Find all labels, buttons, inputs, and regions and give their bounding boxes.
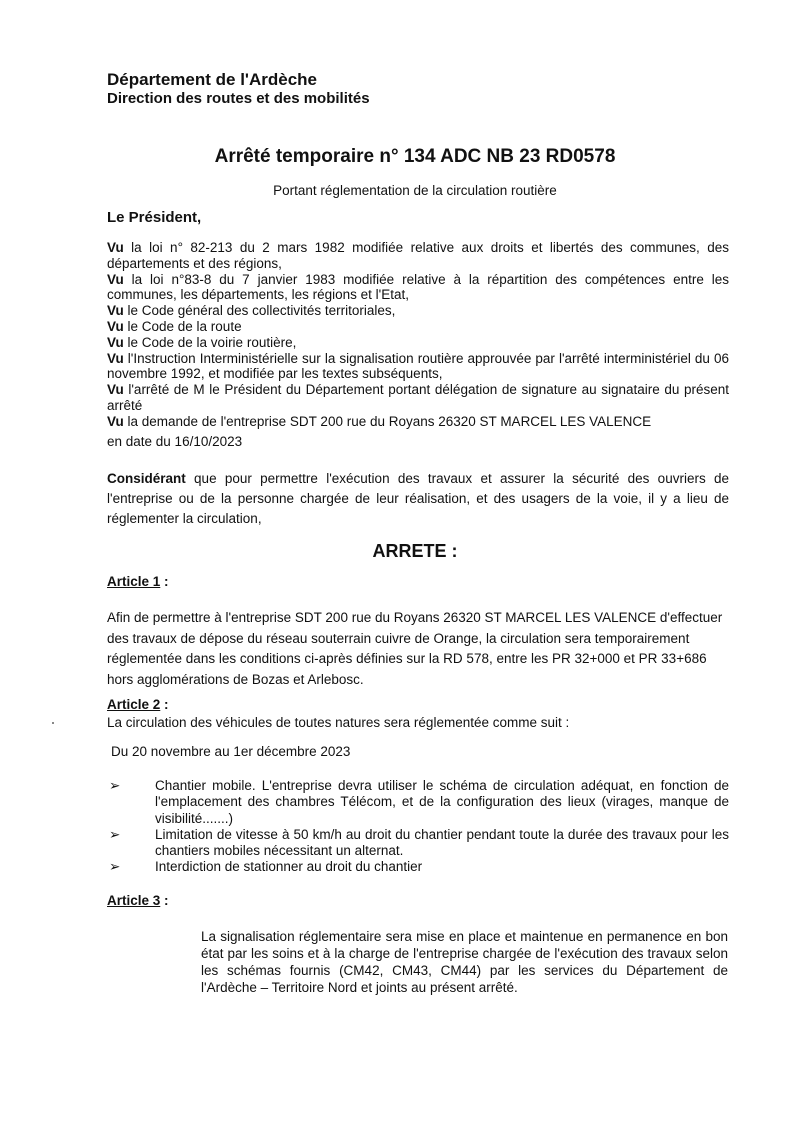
vu-lead: Vu (107, 303, 124, 319)
document-subtitle: Portant réglementation de la circulation routière (273, 183, 557, 198)
arrow-bullet-icon: ➢ (109, 826, 121, 842)
vu-item (107, 382, 729, 414)
vu-lead: Vu (107, 334, 124, 350)
vu-text: l'arrêté de M le Président du Département portant délégation de signature au signataire du présent arrêté (107, 382, 729, 413)
vu-lead: Vu (107, 350, 124, 366)
measures-list (107, 778, 729, 876)
department-name: Département de l'Ardèche (107, 70, 317, 89)
vu-item (107, 319, 729, 335)
vu-text: l'Instruction Interministérielle sur la signalisation routière approuvée par l'arrêté interministériel du 06 novembre 1992, et modifiée par les textes subséquents, (107, 350, 729, 382)
vu-item (107, 303, 729, 319)
vu-lead: Vu (107, 271, 124, 287)
article-1-body: Afin de permettre à l'entreprise SDT 200 rue du Royans 26320 ST MARCEL LES VALENCE d'effectuer des travaux de dépose du réseau souterrain cuivre de Orange, la circulation sera temporairement réglementée dans les conditions ci-après définies sur la RD 578, entre les PR 32+000 et PR 33+686 hors agglomérations de Bozas et Arlebosc. (107, 610, 723, 687)
issuing-organization (107, 70, 370, 108)
vu-lead: Vu (107, 413, 124, 429)
vu-text: la loi n°83-8 du 7 janvier 1983 modifiée relative à la répartition des compétences entre les communes, les départements, les régions et l'Etat, (107, 271, 729, 303)
vu-text: le Code de la voirie routière, (123, 334, 297, 350)
considerant-text: que pour permettre l'exécution des travaux et assurer la sécurité des ouvriers de l'entreprise ou de la personne chargée de leur réalisation, et des usagers de la voie, il y a lieu de réglementer la circulation, (107, 471, 729, 526)
article-1-label: Article 1 (107, 574, 161, 589)
vu-text: la loi n° 82-213 du 2 mars 1982 modifiée relative aux droits et libertés des communes, des départements et des régions, (107, 240, 729, 271)
considerant-paragraph (107, 469, 729, 529)
arrow-bullet-icon: ➢ (109, 859, 121, 875)
request-date: en date du 16/10/2023 (107, 433, 243, 449)
vu-item (107, 272, 729, 304)
president-heading: Le Président, (107, 209, 202, 226)
vu-text: le Code de la route (123, 318, 242, 334)
list-item-text: Interdiction de stationner au droit du chantier (155, 859, 423, 875)
list-item-text: Limitation de vitesse à 50 km/h au droit du chantier pendant toute la durée des travaux pour les chantiers mobiles nécessitant un alternat. (155, 826, 729, 859)
vu-item (107, 240, 729, 272)
list-item-text: Chantier mobile. L'entreprise devra utiliser le schéma de circulation adéquat, en fonction de l'emplacement des chambres Télécom, et de la configuration des lieux (virages, manque de visibilité.......) (155, 778, 729, 826)
article-1-heading: Article 1 : (107, 574, 169, 589)
list-item (107, 859, 729, 875)
period-line: Du 20 novembre au 1er décembre 2023 (111, 744, 351, 759)
article-3-body: La signalisation réglementaire sera mise en place et maintenue en permanence en bon état par les soins et à la charge de l'entreprise chargée de l'exécution des travaux selon les schémas fournis (CM42, CM43, CM44) par les services du Département de l'Ardèche – Territoire Nord et joints au présent arrêté. (201, 929, 728, 995)
arrete-heading: ARRETE : (372, 541, 458, 561)
scan-speck (52, 722, 54, 724)
vu-list (107, 240, 729, 449)
article-2-heading: Article 2 : (107, 697, 169, 712)
vu-lead: Vu (107, 240, 124, 255)
article-2-body: La circulation des véhicules de toutes natures sera réglementée comme suit : (107, 715, 570, 730)
direction-name: Direction des routes et des mobilités (107, 90, 370, 107)
vu-item (107, 414, 729, 430)
list-item (107, 827, 729, 860)
vu-item (107, 335, 729, 351)
document-title: Arrêté temporaire n° 134 ADC NB 23 RD0578 (214, 146, 616, 167)
vu-lead: Vu (107, 382, 124, 398)
article-3-label: Article 3 (107, 893, 161, 908)
article-2-label: Article 2 (107, 697, 161, 712)
vu-lead: Vu (107, 318, 124, 334)
article-3-heading: Article 3 : (107, 893, 169, 908)
vu-text: le Code général des collectivités territoriales, (123, 303, 396, 319)
vu-item (107, 351, 729, 383)
vu-text: la demande de l'entreprise SDT 200 rue du Royans 26320 ST MARCEL LES VALENCE (123, 413, 652, 429)
arrow-bullet-icon: ➢ (109, 778, 121, 793)
list-item (107, 778, 729, 827)
considerant-lead: Considérant (107, 471, 186, 486)
